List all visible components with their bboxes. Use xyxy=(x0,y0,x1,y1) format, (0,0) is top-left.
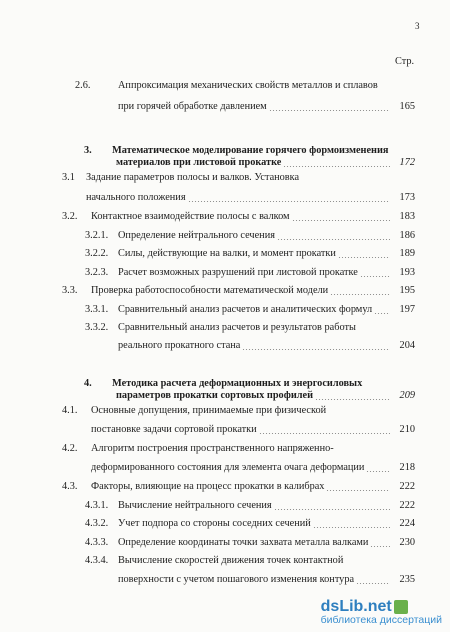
dot-leader xyxy=(315,399,390,400)
toc-entry-page: 222 xyxy=(399,481,415,492)
page-number: 3 xyxy=(415,21,420,31)
toc-entry-title: Основные допущения, принимаемые при физической xyxy=(91,405,327,416)
toc-entry-title: Задание параметров полосы и валков. Установка xyxy=(86,172,300,183)
toc-entry-number: 3.2.2. xyxy=(85,248,109,259)
dot-leader xyxy=(292,220,390,221)
page-column-label: Стр. xyxy=(395,56,415,67)
toc-entry-title: при горячей обработке давлением xyxy=(118,101,267,112)
toc-entry-title: начального положения xyxy=(86,192,186,203)
toc-entry-number: 4.1. xyxy=(62,405,78,416)
toc-entry-page: 230 xyxy=(399,537,415,548)
toc-entry-title: Проверка работоспособности математической модели xyxy=(91,285,329,296)
toc-entry-title: Математическое моделирование горячего формоизменения xyxy=(112,145,389,156)
dot-leader xyxy=(338,257,390,258)
dot-leader xyxy=(360,276,390,277)
toc-entry-number: 4.2. xyxy=(62,443,78,454)
toc-entry-page: 222 xyxy=(399,500,415,511)
dot-leader xyxy=(259,433,390,434)
dot-leader xyxy=(330,294,390,295)
toc-entry-page: 218 xyxy=(399,462,415,473)
dot-leader xyxy=(313,527,390,528)
dot-leader xyxy=(277,239,390,240)
toc-entry-page: 197 xyxy=(399,304,415,315)
toc-entry-page: 235 xyxy=(399,574,415,585)
toc-entry-title: Определение нейтрального сечения xyxy=(118,230,275,241)
toc-entry-title: деформированного состояния для элемента очага деформации xyxy=(91,462,365,473)
toc-entry-title: Учет подпора со стороны соседних сечений xyxy=(118,518,311,529)
dot-leader xyxy=(374,313,390,314)
toc-entry-page: 165 xyxy=(399,101,415,112)
toc-entry-number: 3.2.3. xyxy=(85,267,109,278)
toc-entry-title: Методика расчета деформационных и энергосиловых xyxy=(112,378,363,389)
watermark-subtitle: библиотека диссертаций xyxy=(320,614,442,626)
toc-entry-page: 204 xyxy=(399,340,415,351)
toc-entry-page: 224 xyxy=(399,518,415,529)
toc-entry-number: 4.3. xyxy=(62,481,78,492)
toc-entry-number: 4.3.1. xyxy=(85,500,109,511)
toc-entry-number: 3.1 xyxy=(62,172,75,183)
dot-leader xyxy=(366,471,390,472)
toc-entry-title: постановке задачи сортовой прокатки xyxy=(91,424,257,435)
watermark xyxy=(321,598,442,626)
toc-entry-title: Силы, действующие на валки, и момент прокатки xyxy=(118,248,336,259)
toc-entry-title: Факторы, влияющие на процесс прокатки в калибрах xyxy=(91,481,325,492)
toc-entry-title: Алгоритм построения пространственного напряженно- xyxy=(91,443,334,454)
toc-entry-title: Расчет возможных разрушений при листовой прокатке xyxy=(118,267,358,278)
toc-entry-number: 4. xyxy=(84,378,92,389)
toc-entry-page: 183 xyxy=(399,211,415,222)
toc-entry-page: 172 xyxy=(399,157,415,168)
toc-entry-title: Контактное взаимодействие полосы с валком xyxy=(91,211,290,222)
dot-leader xyxy=(269,110,390,111)
toc-entry-title: Сравнительный анализ расчетов и результатов работы xyxy=(118,322,356,333)
toc-entry-title: материалов при листовой прокатке xyxy=(116,157,282,168)
toc-entry-title: Определение координаты точки захвата металла валками xyxy=(118,537,369,548)
dot-leader xyxy=(356,583,390,584)
toc-entry-number: 4.3.3. xyxy=(85,537,109,548)
toc-entry-number: 3.3.1. xyxy=(85,304,109,315)
toc-entry-page: 209 xyxy=(399,390,415,401)
toc-entry-page: 186 xyxy=(399,230,415,241)
book-icon xyxy=(394,600,408,614)
dot-leader xyxy=(274,509,390,510)
toc-entry-page: 173 xyxy=(399,192,415,203)
dot-leader xyxy=(188,201,390,202)
toc-entry-number: 3.2.1. xyxy=(85,230,109,241)
toc-entry-title: Вычисление скоростей движения точек контактной xyxy=(118,555,344,566)
toc-entry-number: 3.3. xyxy=(62,285,78,296)
toc-entry-title: поверхности с учетом пошагового изменения контура xyxy=(118,574,355,585)
toc-entry-page: 193 xyxy=(399,267,415,278)
dot-leader xyxy=(283,166,390,167)
toc-entry-number: 3. xyxy=(84,145,92,156)
toc-entry-title: Вычисление нейтрального сечения xyxy=(118,500,272,511)
toc-entry-number: 3.3.2. xyxy=(85,322,109,333)
toc-entry-page: 195 xyxy=(399,285,415,296)
toc-entry-number: 3.2. xyxy=(62,211,78,222)
toc-entry-number: 4.3.4. xyxy=(85,555,109,566)
watermark-logo: dsLib.net xyxy=(320,597,392,615)
toc-entry-page: 210 xyxy=(399,424,415,435)
dot-leader xyxy=(370,546,390,547)
toc-entry-title: Аппроксимация механических свойств металлов и сплавов xyxy=(118,80,378,91)
toc-entry-title: реального прокатного стана xyxy=(118,340,241,351)
dot-leader xyxy=(242,349,390,350)
toc-entry-title: параметров прокатки сортовых профилей xyxy=(116,390,314,401)
toc-entry-number: 2.6. xyxy=(75,80,91,91)
toc-entry-title: Сравнительный анализ расчетов и аналитических формул xyxy=(118,304,373,315)
dot-leader xyxy=(326,490,390,491)
toc-entry-number: 4.3.2. xyxy=(85,518,109,529)
toc-entry-page: 189 xyxy=(399,248,415,259)
